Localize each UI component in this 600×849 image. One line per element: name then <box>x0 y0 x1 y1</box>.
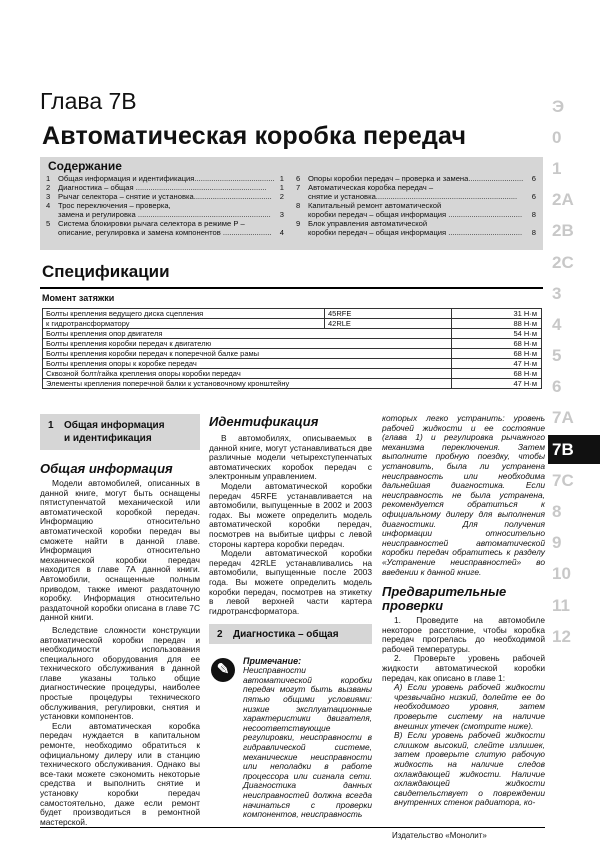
torque-value: 47 Н·м <box>452 359 542 369</box>
toc-item-text: коробки передач – общая информация ................................... <box>308 228 523 237</box>
chapter-tab-4[interactable]: 4 <box>548 308 600 339</box>
toc-item-text: Общая информация и идентификация...................................... <box>58 174 275 183</box>
identification-paragraph: Модели автоматической коробки передач 45RFE устанавливается на автомобили, выпущенные в 2002 и 2003 годах. Вы можете определить модель автоматической коробки передач, посмотрев на выбитые цифры с левой стороны картера коробки передач. <box>209 480 372 549</box>
column-3 <box>382 414 545 808</box>
note-text: Неисправности автоматической коробки передач могут быть вызваны пятью общими условиями: низкие эксплуатационные характеристики двигателя, несоответствующие регулировки, неисправности в гидравлической системе, механические неисправности или неполадки в работе процессора или сигнала сети. Диагностика данных неисправностей должна всегда начинаться с проверки компонентов, неисправность <box>243 665 372 820</box>
torque-value: 68 Н·м <box>452 369 542 379</box>
toc-item-text: замена и регулировка ............................................................... <box>58 210 271 219</box>
section-1-number: 1 <box>48 420 54 431</box>
torque-row <box>43 379 542 389</box>
toc-item-text: Трос переключения – проверка, <box>58 201 171 210</box>
section-1-title-line2: и идентификация <box>64 433 152 444</box>
footer-divider <box>40 827 545 828</box>
toc-item-num: 2 <box>46 183 51 192</box>
toc-right-column <box>296 174 536 237</box>
torque-row <box>43 309 542 319</box>
chapter-tab-7b[interactable]: 7B <box>548 433 600 464</box>
toc-item-text: Блок управления автоматической <box>308 219 428 228</box>
torque-row <box>43 369 542 379</box>
chapter-tab-э[interactable]: Э <box>548 90 600 121</box>
toc-item-num: 9 <box>296 219 301 228</box>
torque-value: 68 Н·м <box>452 349 542 359</box>
torque-table <box>42 308 542 389</box>
toc-item[interactable] <box>296 192 536 201</box>
toc-item-text: коробки передач – общая информация ................................... <box>308 210 523 219</box>
check-substep: В) Если уровень рабочей жидкости слишком высокий, слейте излишек, затем проверьте слитую рабочую жидкость на наличие следов охлаждающей жидкости. Наличие охлаждающей жидкости свидетельствует о повреждении внутренних стенок радиатора, ко- <box>394 730 545 808</box>
section-divider <box>40 287 543 289</box>
chapter-tab-5[interactable]: 5 <box>548 340 600 371</box>
toc-left-column <box>46 174 284 237</box>
toc-item[interactable] <box>296 228 536 237</box>
toc-item-page: 3 <box>279 210 284 219</box>
torque-label: Болты крепления коробки передач к двигателю <box>43 339 452 349</box>
torque-label: к гидротрансформатору <box>43 319 325 329</box>
toc-item[interactable] <box>296 210 536 219</box>
toc-item[interactable] <box>46 228 284 237</box>
check-substep: А) Если уровень рабочей жидкости чрезвычайно низкий, долейте ее до необходимого уровня, затем проверьте систему на наличие внешних утечек (смотрите ниже). <box>394 682 545 731</box>
torque-row <box>43 349 542 359</box>
identification-paragraph: В автомобилях, описываемых в данной книге, могут устанавливаться две различные модели четырехступенчатых автоматических коробок передач с электронным управлением. <box>209 433 372 482</box>
toc-item-page: 6 <box>531 192 536 201</box>
toc-item-page: 1 <box>279 183 284 192</box>
chapter-label: Глава 7B <box>40 88 137 114</box>
toc-item-num: 3 <box>46 192 51 201</box>
torque-row <box>43 359 542 369</box>
toc-item[interactable] <box>46 210 284 219</box>
toc-item[interactable] <box>46 174 284 183</box>
toc-item-text: Опоры коробки передач – проверка и замена.......................... <box>308 174 524 183</box>
toc-item-text: Система блокировки рычага селектора в режиме Р – <box>58 219 245 228</box>
toc-item-text: описание, регулировка и замена компонентов ....................... <box>58 228 272 237</box>
page-title: Автоматическая коробка передач <box>42 122 467 150</box>
chapter-tab-3[interactable]: 3 <box>548 277 600 308</box>
toc-item-page: 2 <box>279 192 284 201</box>
identification-paragraph: Модели автоматической коробки передач 42RLE устанавливались на автомобили, выпущенные после 2003 года. Вы можете определить модель коробки передач, посмотрев на этикетку в левой верхней части картера гидротрансформатора. <box>209 548 372 616</box>
toc-item[interactable] <box>296 201 536 210</box>
identification-subhead: Идентификация <box>209 414 319 429</box>
chapter-tab-10[interactable]: 10 <box>548 558 600 589</box>
torque-row <box>43 339 542 349</box>
chapter-tab-2a[interactable]: 2A <box>548 184 600 215</box>
toc-item[interactable] <box>296 183 536 192</box>
torque-value: 68 Н·м <box>452 339 542 349</box>
torque-row <box>43 329 542 339</box>
column-2 <box>209 414 372 820</box>
preliminary-checks-line1: Предварительные <box>382 584 507 600</box>
note-block <box>209 656 372 820</box>
publisher-label: Издательство «Монолит» <box>392 831 487 840</box>
toc-item-page: 1 <box>279 174 284 183</box>
toc-item-text: Рычаг селектора – снятие и установка..................................... <box>58 192 272 201</box>
toc-item-num: 6 <box>296 174 301 183</box>
chapter-tab-2b[interactable]: 2B <box>548 215 600 246</box>
chapter-tab-9[interactable]: 9 <box>548 527 600 558</box>
torque-label: Болты крепления ведущего диска сцепления <box>43 309 325 319</box>
toc-item[interactable] <box>46 192 284 201</box>
toc-item-page: 8 <box>531 228 536 237</box>
section-1-paragraph: Если автоматическая коробка передач нуждается в капитальном ремонте, необходимо обратиться к официальному дилеру или в станцию технического обслуживания. Однако вы все-таки можете сэкономить некоторые средства и выполнить снятие и установку коробки передач самостоятельно, даже если ремонт будет производиться в ремонтной мастерской. <box>40 720 200 827</box>
section-2-number: 2 <box>217 629 223 641</box>
chapter-tab-11[interactable]: 11 <box>548 589 600 620</box>
chapter-tab-0[interactable]: 0 <box>548 121 600 152</box>
torque-label: Элементы крепления поперечной балки к установочному кронштейну <box>43 379 452 389</box>
column-1 <box>40 414 200 827</box>
torque-value: 31 Н·м <box>452 309 542 319</box>
torque-row <box>43 319 542 329</box>
toc-item[interactable] <box>46 219 284 228</box>
chapter-tab-8[interactable]: 8 <box>548 495 600 526</box>
table-of-contents <box>40 157 543 250</box>
section-1-title-line1: Общая информация <box>64 420 165 431</box>
toc-item-num <box>296 228 308 237</box>
check-step: 1. Проведите на автомобиле некоторое расстояние, чтобы коробка передач прогрелась до необходимой рабочей температуры. <box>382 615 545 654</box>
toc-item-num <box>296 192 308 201</box>
diagnostics-continued: которых легко устранить: уровень рабочей жидкости и ее состояние (глава 1) и регулировка рычажного механизма переключения. Затем выполните пробную поездку, чтобы установить, была ли устранена неисправность или необходима дальнейшая диагностика. Если неисправность не была устранена, рекомендуется обратиться к официальному дилеру для выполнения диагностики. Для получения информации относительно неисправностей автоматической коробки передач обратитесь к разделу «Устранение неисправностей» во введении к данной книге. <box>382 413 545 577</box>
toc-item-num <box>46 228 58 237</box>
toc-title: Содержание <box>48 159 122 173</box>
section-1-paragraph: Модели автомобилей, описанных в данной книге, могут быть оснащены пятиступенчатой механической или автоматической коробкой передач. Информацию относительно автоматической коробки передач вы сможете найти в данной главе. Информация относительно механической коробки передач находится в главе 7А данной книги. Автомобили, оснащенные полным приводом, также имеют раздаточную коробку. Информация относительно раздаточной коробки описана в главе 7С данной книги. <box>40 478 200 623</box>
toc-item-num <box>296 210 308 219</box>
toc-item-text: снятие и установка................................................................... <box>308 192 518 201</box>
torque-label: Болты крепления опоры к коробке передач <box>43 359 452 369</box>
chapter-tab-2c[interactable]: 2C <box>548 246 600 277</box>
toc-item-num: 7 <box>296 183 301 192</box>
toc-item-num: 5 <box>46 219 51 228</box>
toc-item-text: Автоматическая коробка передач – <box>308 183 434 192</box>
toc-item-page: 4 <box>279 228 284 237</box>
torque-value: 88 Н·м <box>452 319 542 329</box>
toc-item-text: Диагностика – общая .............................................................. <box>58 183 267 192</box>
chapter-tab-7c[interactable]: 7C <box>548 464 600 495</box>
toc-item-text: Капитальный ремонт автоматической <box>308 201 442 210</box>
chapter-thumb-index <box>548 90 600 651</box>
section-2-title: Диагностика – общая <box>233 629 339 641</box>
toc-item-num: 8 <box>296 201 301 210</box>
torque-label: Болты крепления коробки передач к поперечной балке рамы <box>43 349 452 359</box>
torque-model: 42RLE <box>325 319 452 329</box>
toc-item[interactable] <box>46 183 284 192</box>
torque-value: 54 Н·м <box>452 329 542 339</box>
section-1-subhead: Общая информация <box>40 461 173 476</box>
torque-model: 45RFE <box>325 309 452 319</box>
preliminary-checks-subhead <box>382 585 545 613</box>
toc-item[interactable] <box>46 201 284 210</box>
torque-label: Болты крепления опор двигателя <box>43 329 452 339</box>
toc-item[interactable] <box>296 219 536 228</box>
toc-item-num <box>46 210 58 219</box>
wrench-icon: ✎ <box>211 658 235 682</box>
chapter-tab-7a[interactable]: 7A <box>548 402 600 433</box>
check-step: 2. Проверьте уровень рабочей жидкости автоматической коробки передач, как описано в главе 1: <box>382 653 545 683</box>
toc-item[interactable] <box>296 174 536 183</box>
torque-title: Момент затяжки <box>42 293 115 303</box>
chapter-tab-12[interactable]: 12 <box>548 620 600 651</box>
section-1-paragraph: Вследствие сложности конструкции автоматической коробки передач и необходимости использования специального оборудования для ее технического обслуживания в данной главе указаны только общие диагностические процедуры, наиболее простые процедуры технического обслуживания, регулировки, снятия и установки компонентов. <box>40 624 200 722</box>
torque-value: 47 Н·м <box>452 379 542 389</box>
specs-title: Спецификации <box>42 262 170 281</box>
section-2-header <box>209 624 372 644</box>
toc-item-num: 4 <box>46 201 51 210</box>
section-1-header <box>40 414 200 450</box>
chapter-tab-1[interactable]: 1 <box>548 152 600 183</box>
toc-item-page: 6 <box>531 174 536 183</box>
preliminary-checks-line2: проверки <box>382 598 444 614</box>
toc-item-page: 8 <box>531 210 536 219</box>
toc-item-num: 1 <box>46 174 51 183</box>
chapter-tab-6[interactable]: 6 <box>548 371 600 402</box>
torque-label: Сквозной болт/гайка крепления опоры коробки передач <box>43 369 452 379</box>
note-title: Примечание: <box>243 656 302 667</box>
